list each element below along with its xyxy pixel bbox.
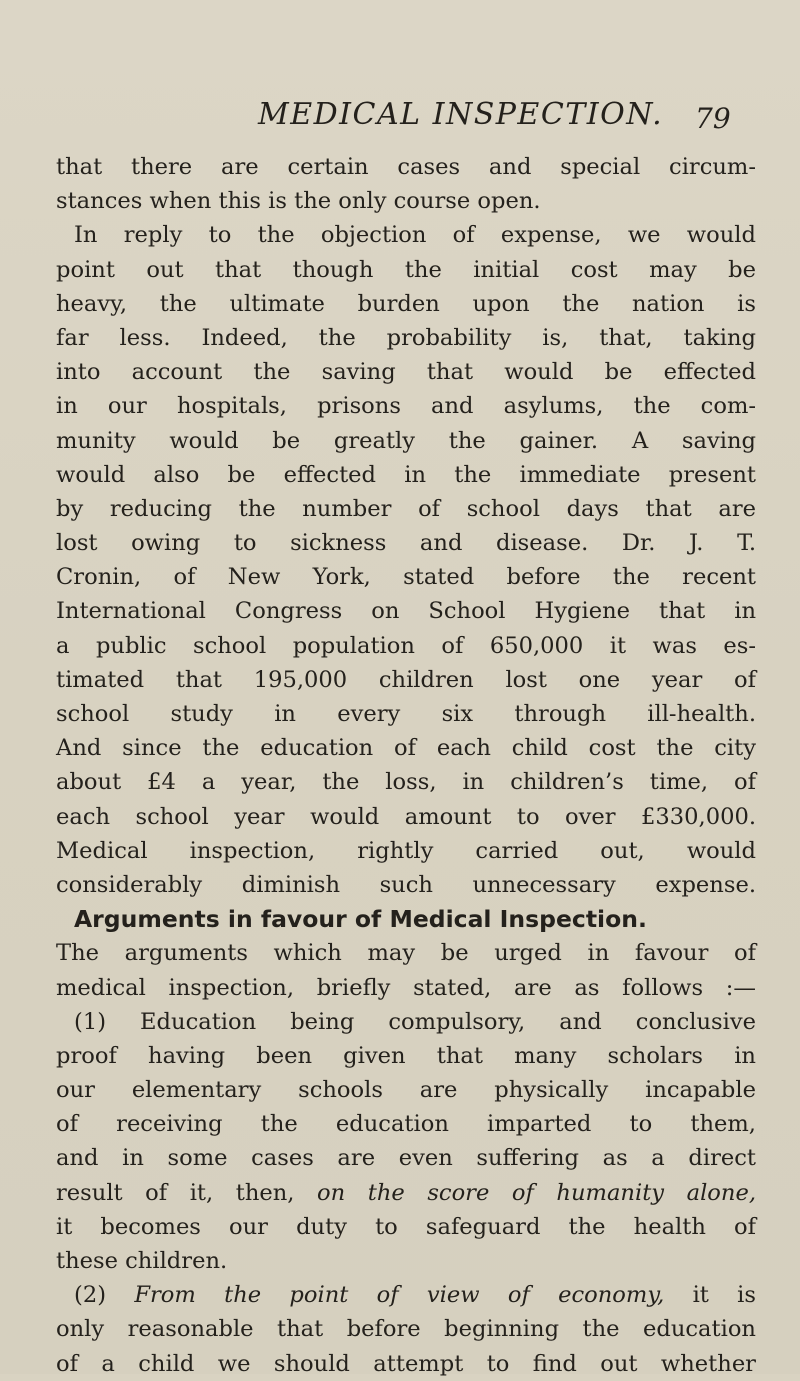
text-line: Cronin, of New York, stated before the recent	[56, 564, 756, 591]
italic-phrase: From the point of view of economy,	[134, 1282, 665, 1309]
text-line: lost owing to sickness and disease. Dr. J. T.	[56, 530, 756, 557]
text-line: The arguments which may be urged in favour of	[56, 940, 756, 967]
text-line: our elementary schools are physically incapable	[56, 1077, 756, 1104]
text-line: munity would be greatly the gainer. A saving	[56, 427, 756, 454]
text-line: In reply to the objection of expense, we would	[74, 222, 756, 249]
text-line: Medical inspection, rightly carried out, would	[56, 837, 756, 864]
text-line	[56, 1176, 756, 1210]
text-line: timated that 195,000 children lost one year of	[56, 666, 756, 693]
text-line: that there are certain cases and special circum-	[56, 154, 756, 180]
text-line: these children.	[56, 1248, 228, 1274]
text-run: it is	[664, 1282, 756, 1309]
text-line: And since the education of each child cost the city	[56, 735, 756, 762]
text-line: about £4 a year, the loss, in children’s time, of	[56, 769, 756, 796]
italic-phrase: on the score of humanity alone,	[317, 1179, 756, 1206]
text-line: point out that though the initial cost may be	[56, 256, 756, 283]
text-line: each school year would amount to over £330,000.	[56, 803, 756, 830]
body-text	[56, 150, 756, 1381]
text-line: in our hospitals, prisons and asylums, the com-	[56, 393, 756, 420]
section-heading: Arguments in favour of Medical Inspection.	[74, 905, 647, 934]
text-line: would also be effected in the immediate present	[56, 461, 756, 488]
text-line	[56, 1278, 756, 1312]
text-line: a public school population of 650,000 it was es-	[56, 632, 756, 659]
text-line: and in some cases are even suffering as a direct	[56, 1145, 756, 1172]
text-line: of receiving the education imparted to them,	[56, 1111, 756, 1138]
text-run: (2)	[74, 1282, 135, 1309]
text-line: heavy, the ultimate burden upon the nation is	[56, 290, 756, 317]
text-line: only reasonable that before beginning the education	[56, 1316, 756, 1343]
running-head	[0, 95, 800, 135]
text-run: result of it, then,	[56, 1179, 318, 1206]
text-line: International Congress on School Hygiene that in	[56, 598, 756, 625]
page-number: 79	[695, 102, 731, 135]
text-line: school study in every six through ill-health.	[56, 701, 756, 727]
running-title: MEDICAL INSPECTION.	[258, 97, 664, 132]
text-line: of a child we should attempt to find out whether	[56, 1350, 756, 1377]
text-line: (1) Education being compulsory, and conclusive	[74, 1008, 756, 1035]
text-line: medical inspection, briefly stated, are as follows :—	[56, 974, 756, 1001]
text-line: proof having been given that many scholars in	[56, 1042, 756, 1069]
text-line: considerably diminish such unnecessary expense.	[56, 871, 756, 898]
text-line: far less. Indeed, the probability is, that, taking	[56, 324, 756, 351]
text-line: by reducing the number of school days that are	[56, 495, 756, 522]
text-line: into account the saving that would be effected	[56, 359, 756, 386]
text-line: it becomes our duty to safeguard the health of	[56, 1213, 756, 1240]
text-line: stances when this is the only course open.	[56, 188, 541, 215]
